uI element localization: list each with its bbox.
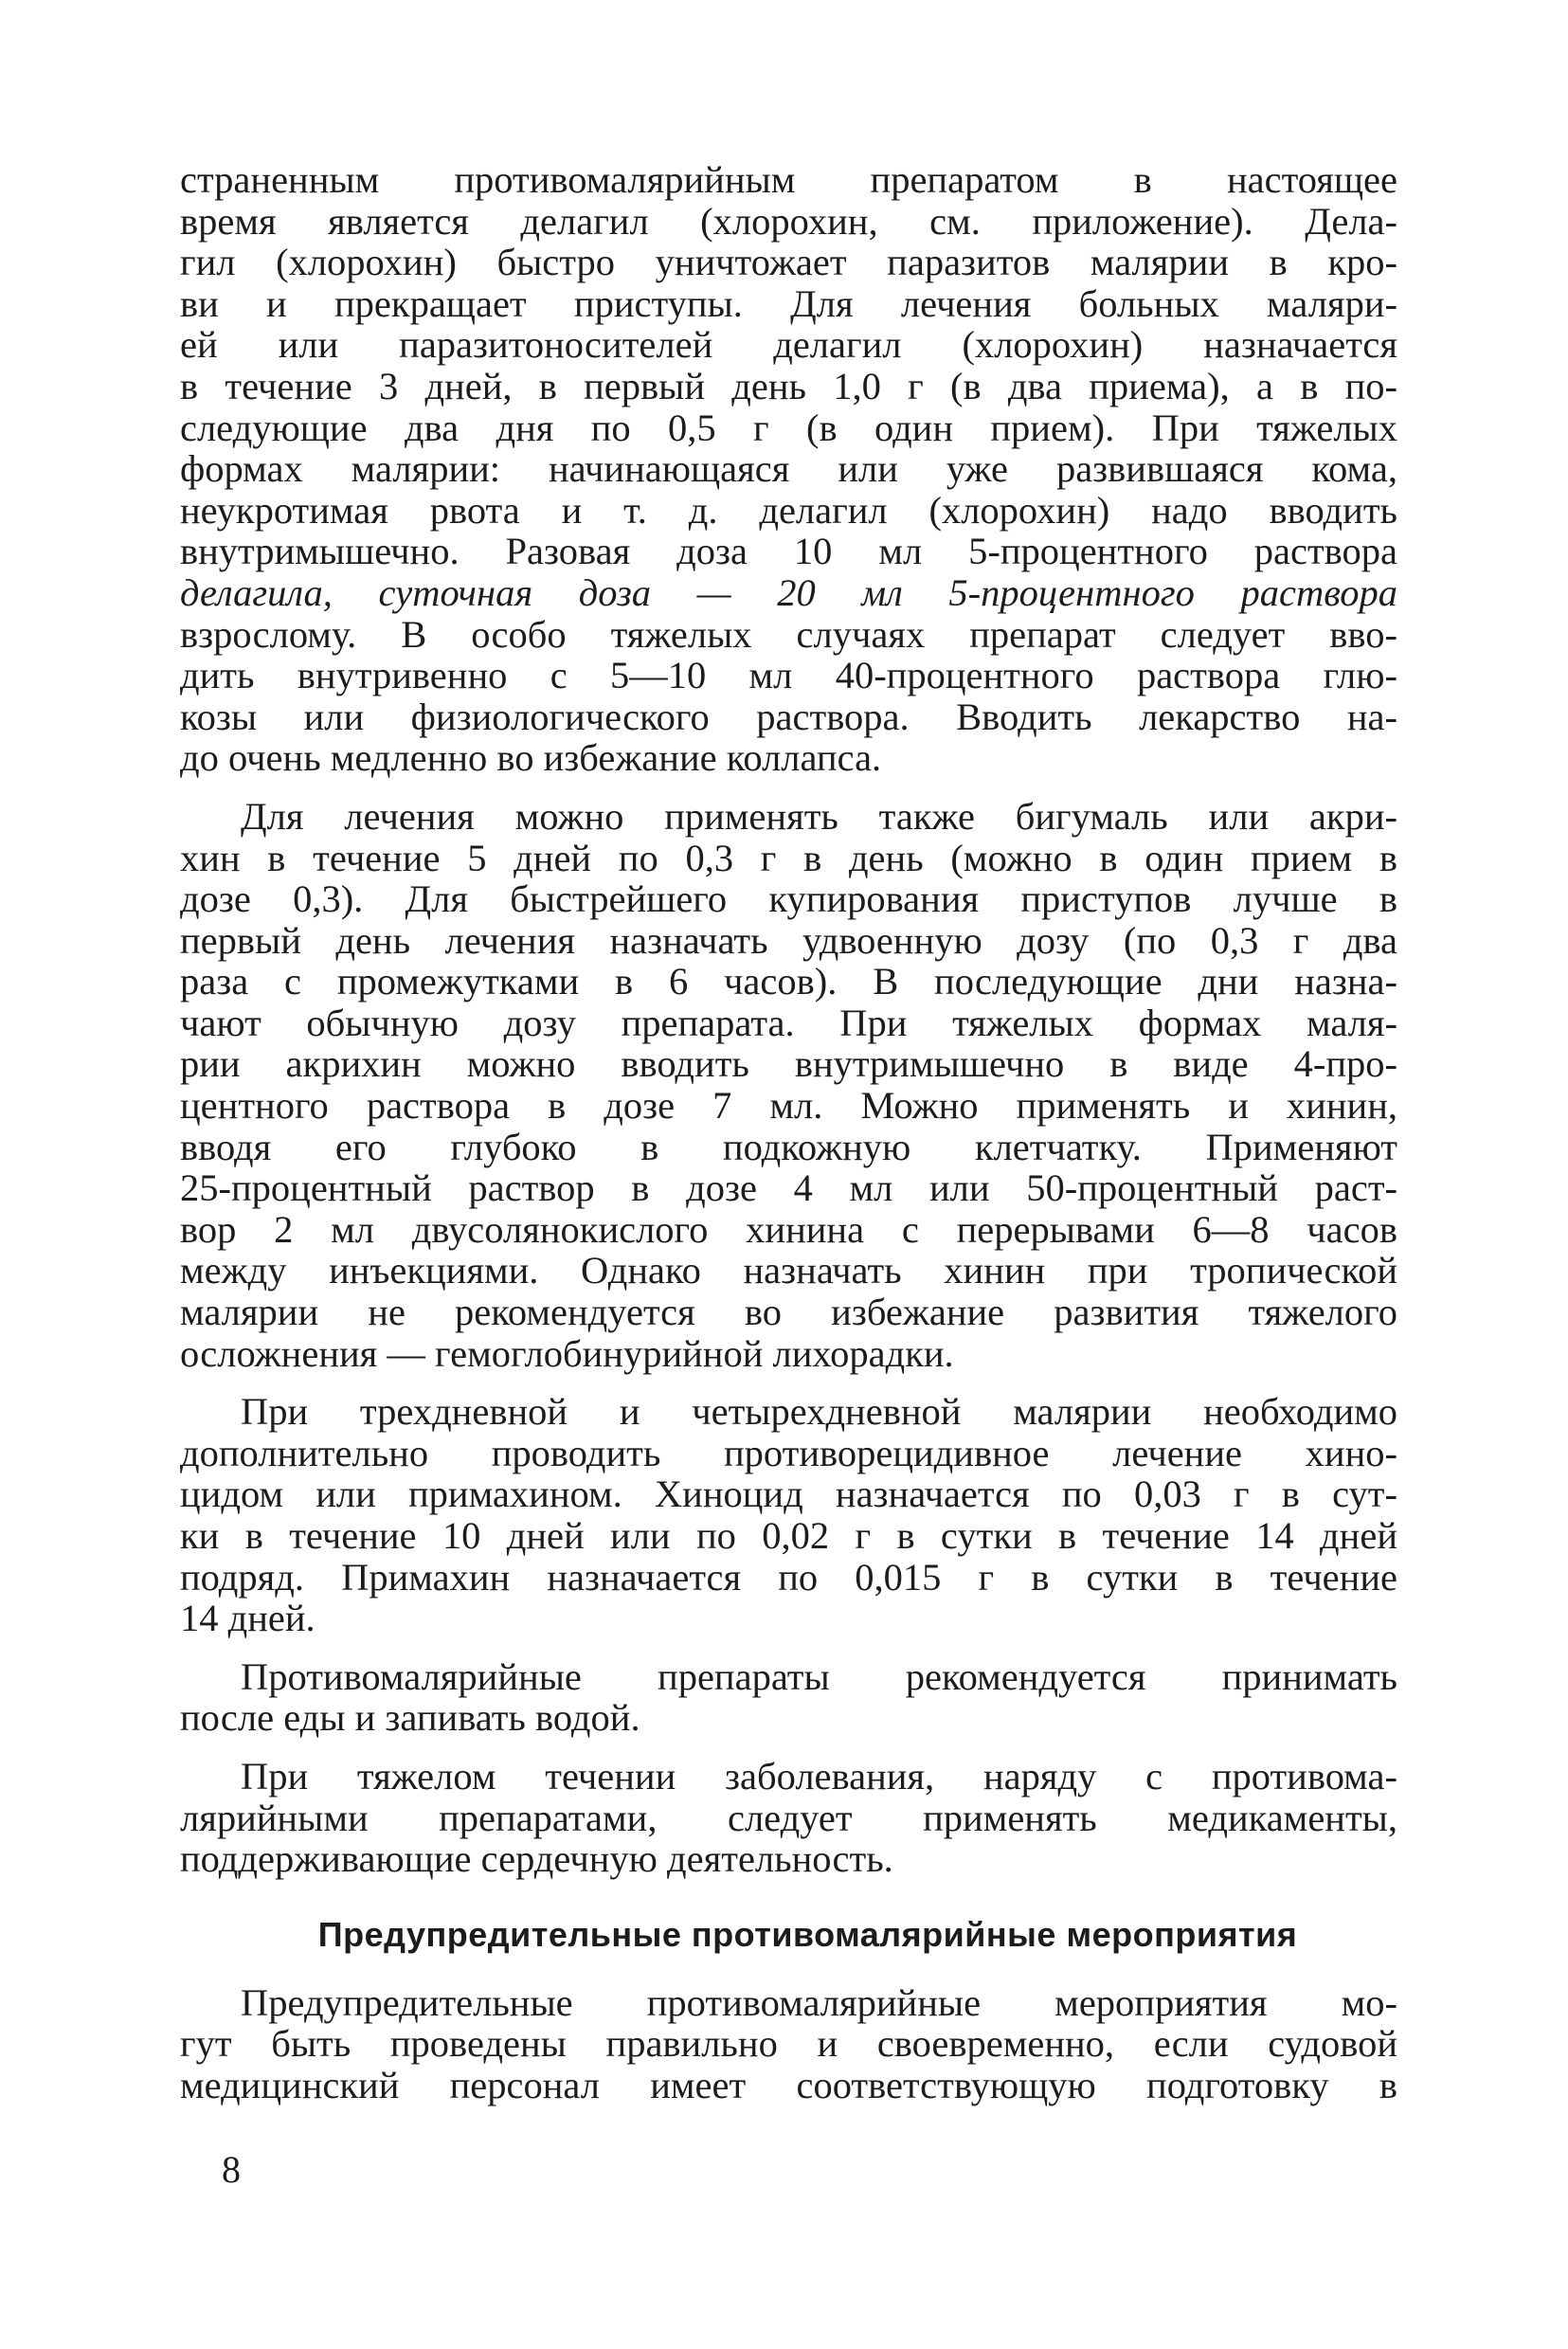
text-line: рии акрихин можно вводить внутримышечно в виде 4-про-	[180, 1042, 1397, 1086]
text-line: раза с промежутками в 6 часов). В последующие дни назна-	[180, 960, 1397, 1003]
text-line: взрослому. В особо тяжелых случаях препарат следует вво-	[180, 612, 1397, 656]
text-line: внутримышечно. Разовая доза 10 мл 5-процентного раствора	[180, 530, 1397, 573]
text-line: цидом или примахином. Хиноцид назначается по 0,03 г в сут-	[180, 1473, 1397, 1516]
text-line: вводя его глубоко в подкожную клетчатку. Применяют	[180, 1125, 1397, 1168]
text-line: дозе 0,3). Для быстрейшего купирования приступов лучше в	[180, 877, 1397, 921]
paragraph-severe-course	[180, 1756, 1397, 1880]
text-line: 14 дней.	[180, 1597, 315, 1640]
text-line: в течение 3 дней, в первый день 1,0 г (в два приема), а в по-	[180, 364, 1397, 407]
paragraph-preventive	[180, 1982, 1397, 2106]
text-line: медицинский персонал имеет соответствующую подготовку в	[180, 2063, 1397, 2106]
text-line: козы или физиологического раствора. Вводить лекарство на-	[180, 695, 1397, 738]
text-line: после еды и запивать водой.	[180, 1696, 640, 1740]
page-body	[180, 159, 1397, 2106]
text-line: между инъекциями. Однако назначать хинин при тропической	[180, 1249, 1397, 1292]
text-line: дить внутривенно с 5—10 мл 40-процентного раствора глю-	[180, 654, 1397, 697]
paragraph-intake	[180, 1656, 1397, 1739]
section-heading: Предупредительные противомалярийные мероприятия	[317, 1914, 1298, 1954]
text-line: до очень медленно во избежание коллапса.	[180, 736, 882, 780]
text-line: вор 2 мл двусолянокислого хинина с перерывами 6—8 часов	[180, 1207, 1397, 1251]
text-line: следующие два дня по 0,5 г (в один прием). При тяжелых	[180, 406, 1397, 449]
paragraph-delagil-treatment	[180, 159, 1397, 779]
text-line: При трехдневной и четырехдневной малярии необходимо	[241, 1390, 1397, 1434]
text-line: 25-процентный раствор в дозе 4 мл или 50-процентный раст-	[180, 1166, 1397, 1210]
paragraph-other-drugs	[180, 796, 1397, 1374]
text-line: ви и прекращает приступы. Для лечения больных маляри-	[180, 281, 1397, 325]
text-line: формах малярии: начинающаяся или уже развившаяся кома,	[180, 447, 1397, 491]
text-line: хин в течение 5 дней по 0,3 г в день (можно в один прием в	[180, 836, 1397, 879]
text-line: Предупредительные противомалярийные мероприятия мо-	[241, 1980, 1397, 2024]
text-line: страненным противомалярийным препаратом в настоящее	[180, 158, 1397, 201]
text-line: осложнения — гемоглобинурийной лихорадки.	[180, 1331, 954, 1375]
text-line: поддерживающие сердечную деятельность.	[180, 1837, 893, 1881]
text-line: подряд. Примахин назначается по 0,015 г в сутки в течение	[180, 1555, 1397, 1599]
text-line: При тяжелом течении заболевания, наряду с противома-	[241, 1754, 1397, 1798]
text-line: центного раствора в дозе 7 мл. Можно применять и хинин,	[180, 1084, 1397, 1128]
text-line: гут быть проведены правильно и своевременно, если судовой	[180, 2022, 1397, 2066]
text-line: ей или паразитоносителей делагил (хлорохин) назначается	[180, 323, 1397, 367]
text-line: Противомалярийные препараты рекомендуется принимать	[241, 1654, 1397, 1698]
text-line: малярии не рекомендуется во избежание развития тяжелого	[180, 1291, 1397, 1334]
text-line: время является делагил (хлорохин, см. приложение). Дела-	[180, 199, 1397, 243]
text-line: дополнительно проводить противорецидивное лечение хино-	[180, 1431, 1397, 1474]
text-line: чают обычную дозу препарата. При тяжелых формах маля-	[180, 1001, 1397, 1044]
text-line: лярийными препаратами, следует применять медикаменты,	[180, 1796, 1397, 1839]
text-line: Для лечения можно применять также бигумаль или акри-	[241, 794, 1397, 838]
paragraph-antirelapse	[180, 1391, 1397, 1639]
text-line: делагила, суточная доза — 20 мл 5-процентного раствора	[180, 570, 1397, 614]
text-line: неукротимая рвота и т. д. делагил (хлорохин) надо вводить	[180, 488, 1397, 532]
text-line: первый день лечения назначать удвоенную дозу (по 0,3 г два	[180, 918, 1397, 962]
text-line: ки в течение 10 дней или по 0,02 г в сутки в течение 14 дней	[180, 1514, 1397, 1557]
page-number: 8	[222, 2148, 241, 2191]
text-line: гил (хлорохин) быстро уничтожает паразитов малярии в кро-	[180, 241, 1397, 284]
